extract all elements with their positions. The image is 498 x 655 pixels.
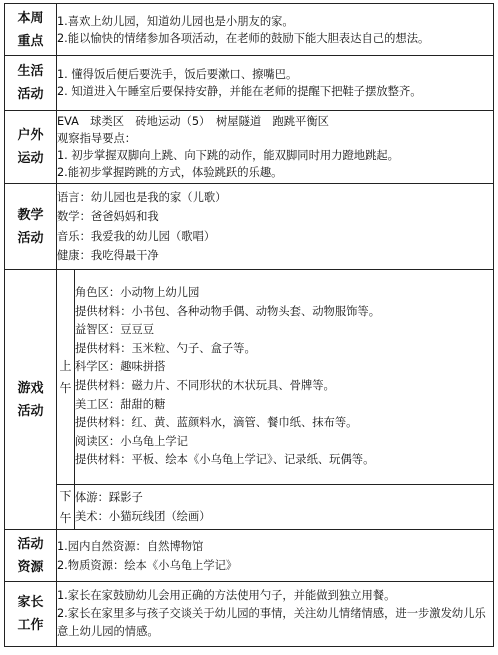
am-line-5: 科学区：趣味拼搭 <box>75 360 166 374</box>
label-game-activities <box>5 270 57 530</box>
label-line: 活动 <box>17 403 44 419</box>
row-teaching-activities <box>5 184 494 270</box>
label-line: 资源 <box>17 559 44 575</box>
am-line-6: 提供材料：磁力片、不同形状的木状玩具、骨牌等。 <box>75 379 335 392</box>
label-line: 游戏 <box>17 380 44 396</box>
outdoor-line-4: 2.能初步掌握跨跳的方式，体验跳跃的乐趣。 <box>57 166 283 179</box>
teaching-line-3: 音乐：我爱我的幼儿园（歌唱） <box>57 229 216 243</box>
life-line-2: 2. 知道进入午睡室后要保持安静，并能在老师的提醒下把鞋子摆放整齐。 <box>57 85 422 98</box>
am-line-10: 提供材料：平板、绘本《小乌龟上学记》、记录纸、玩偶等。 <box>75 453 375 467</box>
row-game-activities-pm <box>5 485 494 530</box>
am-line-1: 角色区：小动物上幼儿园 <box>75 286 200 300</box>
label-activity-resources <box>5 530 57 582</box>
focus-line-1: 1.喜欢上幼儿园，知道幼儿园也是小朋友的家。 <box>57 14 294 28</box>
row-outdoor-sports <box>5 111 494 184</box>
label-weekly-focus <box>5 4 57 56</box>
half-label: 上 <box>59 359 72 373</box>
label-line: 工作 <box>17 618 44 633</box>
am-line-7: 美工区：甜甜的糖 <box>75 397 166 411</box>
label-line: 活动 <box>17 536 44 552</box>
teaching-line-1: 语言：幼儿园也是我的家（儿歌） <box>57 190 227 204</box>
parents-line-1: 1.家长在家鼓励幼儿会用正确的方法使用勺子，并能做到独立用餐。 <box>57 589 396 602</box>
label-life-activities <box>5 56 57 111</box>
label-afternoon <box>57 485 75 530</box>
pm-line-2: 美术：小猫玩线团（绘画） <box>75 510 211 523</box>
half-label: 下 <box>59 489 72 503</box>
teaching-line-2: 数学：爸爸妈妈和我 <box>57 210 159 223</box>
am-line-8: 提供材料：红、黄、蓝颜料水，滴管、餐巾纸、抹布等。 <box>75 416 358 430</box>
content-parent-work <box>57 582 494 647</box>
label-outdoor-sports <box>5 111 57 184</box>
am-line-4: 提供材料：玉米粒、勺子、盒子等。 <box>75 341 256 355</box>
content-life-activities <box>57 56 494 111</box>
label-line: 活动 <box>17 87 44 102</box>
content-afternoon-games <box>75 485 494 530</box>
am-line-2: 提供材料：小书包、各种动物手偶、动物头套、动物服饰等。 <box>75 304 381 318</box>
label-line: 活动 <box>17 230 44 246</box>
outdoor-line-1: EVA 球类区 砖地运动（5） 树屋隧道 跑跳平衡区 <box>57 115 329 128</box>
am-line-9: 阅读区：小乌龟上学记 <box>75 434 188 448</box>
focus-line-2: 2.能以愉快的情绪参加各项活动，在老师的鼓励下能大胆表达自己的想法。 <box>57 31 430 45</box>
am-line-3: 益智区：豆豆豆 <box>75 323 155 337</box>
row-parent-work <box>5 582 494 647</box>
label-line: 本周 <box>17 10 44 26</box>
content-morning-games <box>75 270 494 485</box>
teaching-line-4: 健康：我吃得最干净 <box>57 249 159 262</box>
content-teaching-activities <box>57 184 494 270</box>
pm-line-1: 体游：踩影子 <box>75 491 143 504</box>
label-line: 重点 <box>17 33 44 49</box>
half-label: 午 <box>59 381 72 395</box>
label-line: 运动 <box>17 151 44 166</box>
content-weekly-focus <box>57 4 494 56</box>
label-line: 教学 <box>17 207 44 223</box>
life-line-1: 1. 懂得饭后便后要洗手，饭后要漱口、擦嘴巴。 <box>57 68 298 81</box>
half-label: 午 <box>59 511 72 525</box>
row-activity-resources <box>5 530 494 582</box>
label-morning <box>57 270 75 485</box>
parents-line-2: 2.家长在家里多与孩子交谈关于幼儿园的事情，关注幼儿情绪情感，进一步激发幼儿乐意上幼儿园的情感。 <box>57 607 486 638</box>
resources-line-1: 1.园内自然资源：自然博物馆 <box>57 539 204 553</box>
label-line: 家长 <box>17 595 44 610</box>
label-teaching-activities <box>5 184 57 270</box>
resources-line-2: 2.物质资源：绘本《小乌龟上学记》 <box>57 558 238 572</box>
label-line: 生活 <box>17 64 44 79</box>
outdoor-line-2: 观察指导要点： <box>57 132 137 145</box>
label-parent-work <box>5 582 57 647</box>
weekly-plan-table <box>4 3 494 647</box>
content-outdoor-sports <box>57 111 494 184</box>
row-life-activities <box>5 56 494 111</box>
row-game-activities-am <box>5 270 494 485</box>
label-line: 户外 <box>17 128 44 143</box>
outdoor-line-3: 1. 初步掌握双脚向上跳、向下跳的动作，能双脚同时用力蹬地跳起。 <box>57 149 399 162</box>
content-activity-resources <box>57 530 494 582</box>
row-weekly-focus <box>5 4 494 56</box>
